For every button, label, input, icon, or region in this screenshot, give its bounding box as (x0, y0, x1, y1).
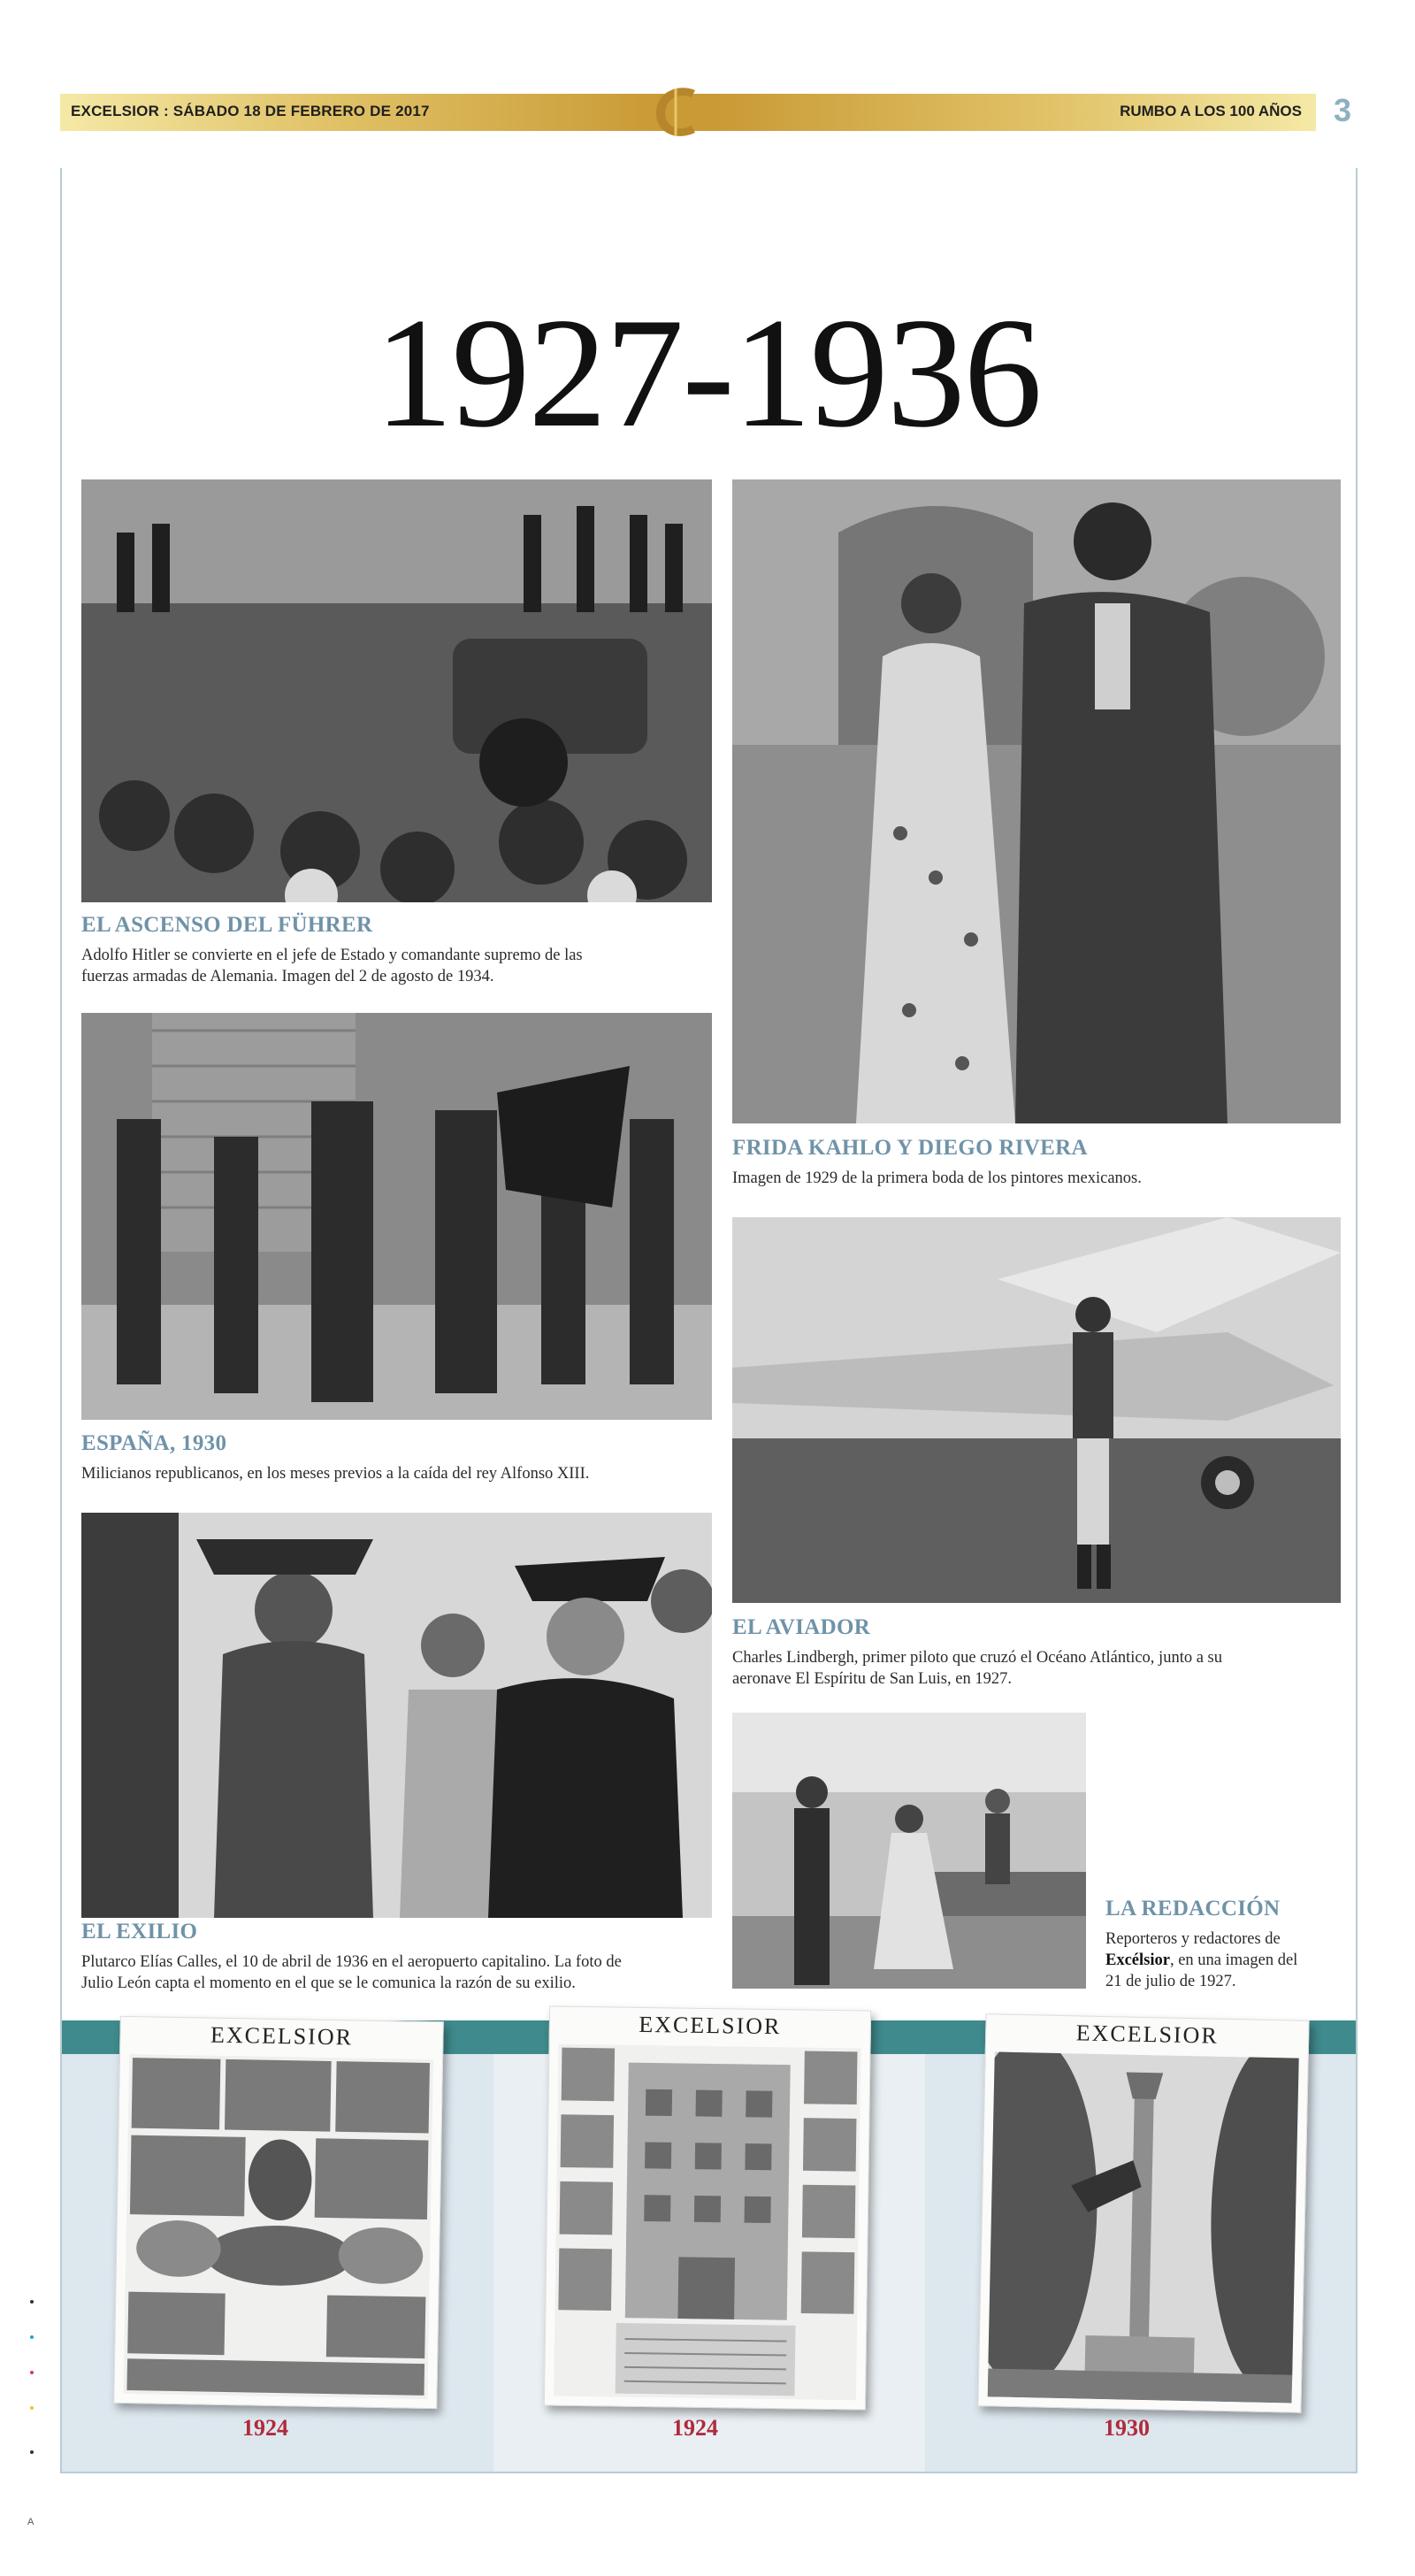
centennial-logo-icon (651, 83, 708, 142)
caption-line: Charles Lindbergh, primer piloto que cruzó el Océano Atlántico, junto a su (732, 1649, 1222, 1667)
caption-line: Excélsior, en una imagen del (1105, 1951, 1298, 1969)
caption-line: Julio León capta el momento en el que se le comunica la razón de su exilio. (81, 1974, 576, 1992)
caption-text-exilio (81, 1951, 712, 1994)
front-page-year-1: 1924 (242, 2415, 288, 2441)
caption-line: 21 de julio de 1927. (1105, 1973, 1236, 1990)
front-page-year-2: 1924 (672, 2415, 718, 2441)
newspaper-masthead: EXCELSIOR (210, 2021, 354, 2051)
photo-lindbergh-aviador (732, 1217, 1341, 1603)
caption-line: Adolfo Hitler se convierte en el jefe de Estado y comandante supremo de las (81, 947, 583, 964)
caption-text-aviador (732, 1647, 1341, 1690)
page-number: 3 (1334, 92, 1352, 128)
caption-title-redaccion: LA REDACCIÓN (1105, 1897, 1281, 1920)
header-date: EXCELSIOR : SÁBADO 18 DE FEBRERO DE 2017 (71, 103, 430, 119)
caption-line-part: en una imagen del (1178, 1951, 1298, 1969)
caption-title-frida: FRIDA KAHLO Y DIEGO RIVERA (732, 1136, 1088, 1160)
newspaper-masthead: EXCELSIOR (1075, 2020, 1220, 2049)
header-section: RUMBO A LOS 100 AÑOS (1120, 103, 1302, 119)
photo-hitler-parade (81, 479, 712, 902)
registration-mark (30, 2300, 34, 2304)
caption-line: Imagen de 1929 de la primera boda de los pintores mexicanos. (732, 1169, 1142, 1187)
registration-mark (30, 2406, 34, 2410)
caption-title-exilio: EL EXILIO (81, 1920, 198, 1944)
caption-text-espana (81, 1463, 712, 1484)
front-page-1924-a (113, 2016, 444, 2409)
photo-calles-exilio (81, 1513, 712, 1918)
caption-title-fuhrer: EL ASCENSO DEL FÜHRER (81, 913, 373, 937)
caption-line: Milicianos republicanos, en los meses previos a la caída del rey Alfonso XIII. (81, 1465, 590, 1483)
newspaper-angel-photo (988, 2051, 1299, 2403)
front-page-1924-b (544, 2005, 871, 2410)
newspaper-building-illustration (554, 2044, 861, 2401)
caption-line: Plutarco Elías Calles, el 10 de abril de 1936 en el aeropuerto capitalino. La foto de (81, 1953, 622, 1971)
caption-text-fuhrer (81, 945, 712, 987)
newspaper-photo-collage (123, 2054, 433, 2399)
footer-mark: A (27, 2517, 34, 2527)
caption-line: fuerzas armadas de Alemania. Imagen del 2 de agosto de 1934. (81, 968, 494, 985)
registration-mark (30, 2371, 34, 2374)
front-page-1930 (977, 2013, 1309, 2413)
caption-text-frida (732, 1168, 1341, 1189)
registration-mark (30, 2335, 34, 2339)
photo-espana-milicianos (81, 1013, 712, 1420)
caption-bold-word: Excélsior (1105, 1951, 1170, 1969)
caption-text-redaccion (1105, 1928, 1344, 1992)
photo-redaccion-1927 (732, 1713, 1086, 1989)
front-page-year-3: 1930 (1104, 2415, 1150, 2441)
caption-line: Reporteros y redactores de (1105, 1930, 1281, 1948)
caption-title-aviador: EL AVIADOR (732, 1615, 871, 1639)
caption-title-espana: ESPAÑA, 1930 (81, 1431, 227, 1455)
photo-frida-diego (732, 479, 1341, 1123)
caption-line: aeronave El Espíritu de San Luis, en 1927. (732, 1670, 1012, 1688)
newspaper-masthead: EXCELSIOR (639, 2011, 782, 2040)
page-title: 1927-1936 (374, 285, 1041, 460)
registration-mark (30, 2450, 34, 2454)
